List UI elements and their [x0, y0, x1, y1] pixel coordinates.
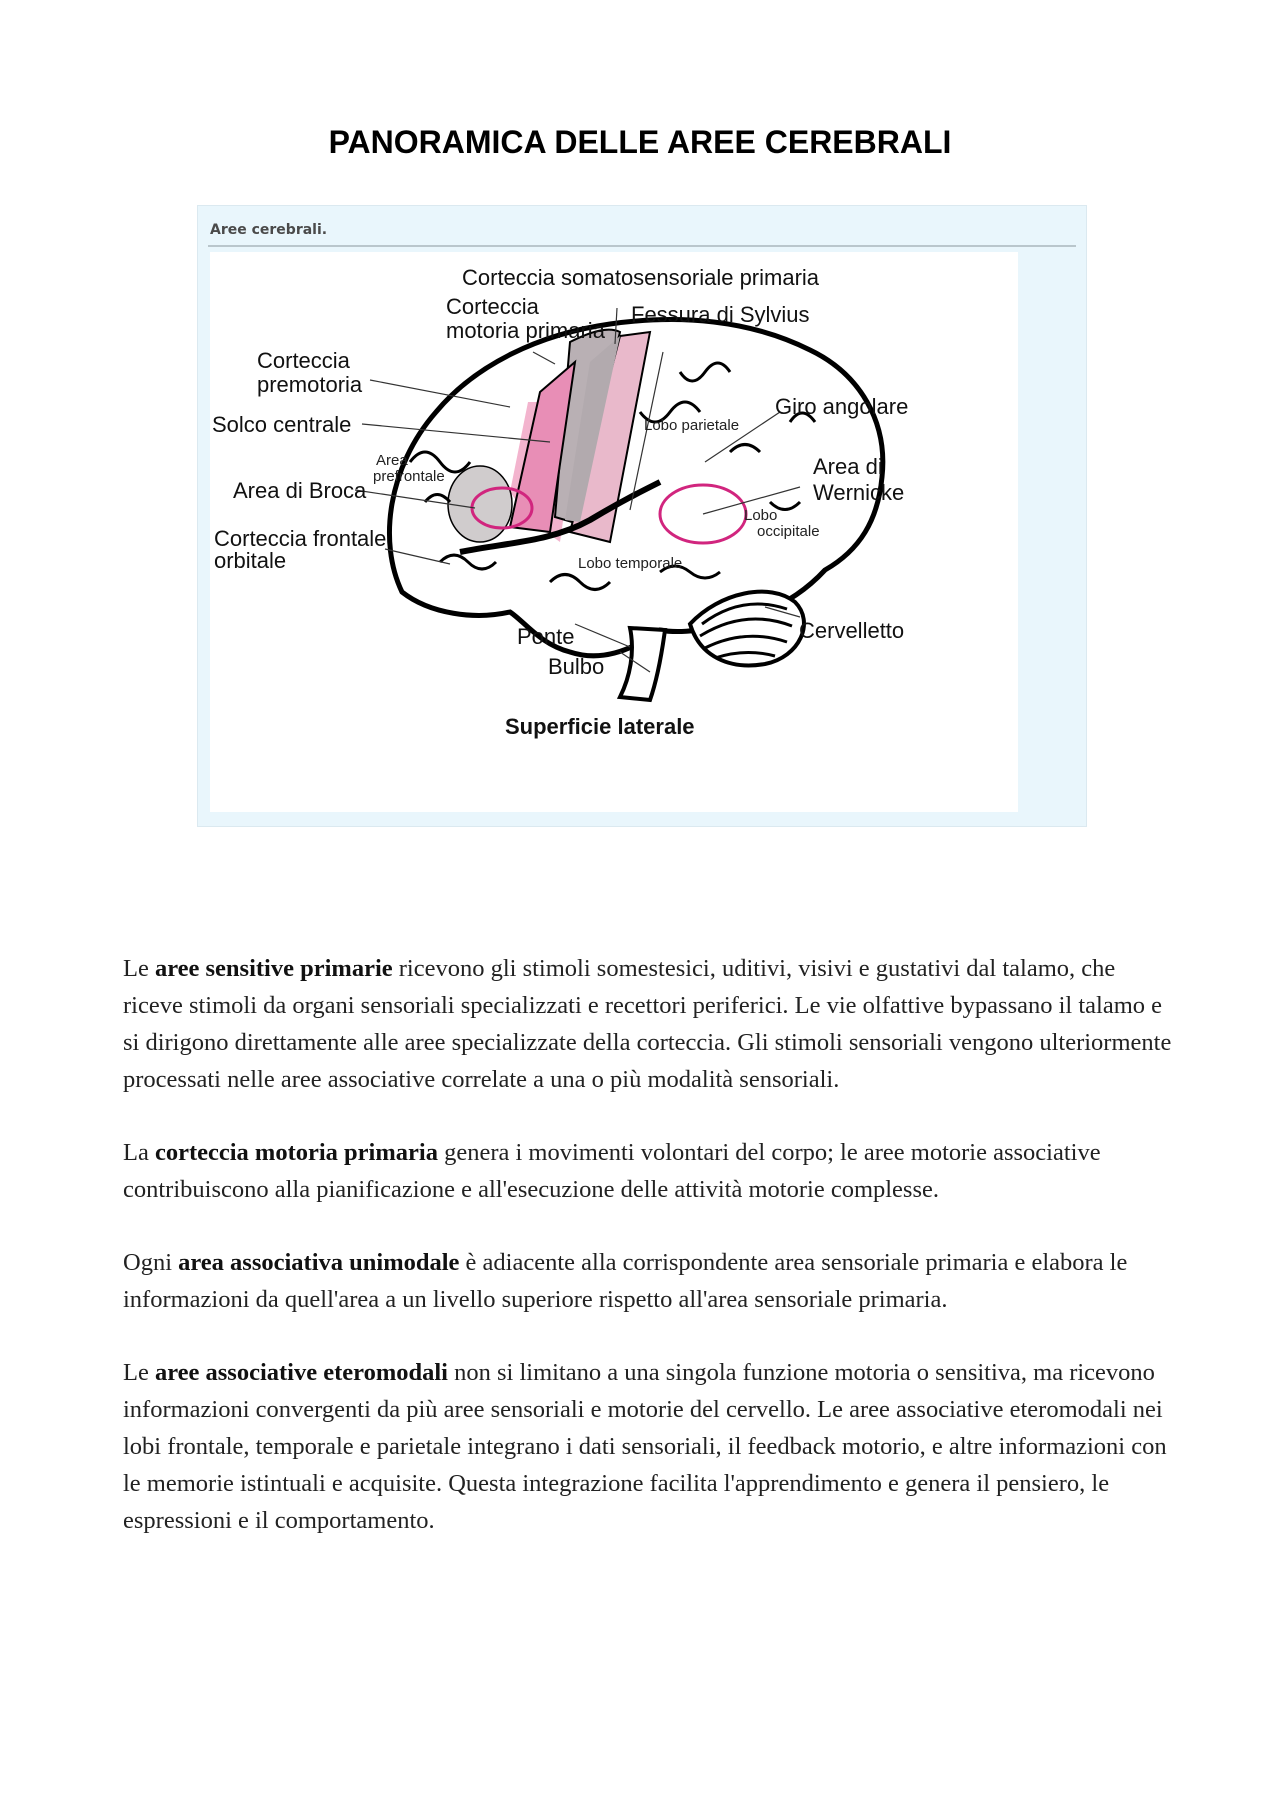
body-text [123, 950, 1173, 1575]
figure-caption: Aree cerebrali. [210, 222, 328, 238]
brain-illustration [210, 252, 1018, 812]
paragraph-4: Le aree associative eteromodali non si limitano a una singola funzione motoria o sensitiva, ma ricevono informazioni convergenti da più aree sensoriali e motorie del cervello. Le aree associative eteromodali nei lobi frontale, temporale e parietale integrano i dati sensoriali, il feedback motorio, e altre informazioni con le memorie istintuali e acquisite. Questa integrazione facilita l'apprendimento e genera il pensiero, le espressioni e il comportamento. [123, 1359, 1167, 1534]
label-cerebellum: Cervelletto [799, 618, 905, 643]
label-premotor-2: premotoria [257, 372, 363, 397]
label-angular: Giro angolare [775, 394, 909, 419]
figure [197, 205, 1087, 827]
label-somatosensory: Corteccia somatosensoriale primaria [462, 265, 820, 290]
paragraph-3: Ogni area associativa unimodale è adiacente alla corrispondente area sensoriale primaria e elabora le informazioni da quell'area a un livello superiore rispetto all'area sensoriale primaria. [123, 1249, 1128, 1313]
label-medulla: Bulbo [548, 654, 605, 679]
paragraph-2: La corteccia motoria primaria genera i movimenti volontari del corpo; le aree motorie associative contribuiscono alla pianificazione e all'esecuzione delle attività motorie complesse. [123, 1139, 1101, 1203]
label-broca: Area di Broca [233, 478, 367, 503]
label-occipital-2: occipitale [757, 523, 820, 540]
label-orbital-1: Corteccia frontale [214, 526, 387, 551]
label-prefrontal-1: Area [376, 452, 408, 469]
label-orbital-2: orbitale [214, 548, 287, 573]
label-view: Superficie laterale [505, 714, 695, 739]
label-motor-1: Corteccia [446, 294, 539, 319]
label-motor-2: motoria primaria [446, 318, 605, 343]
brain-diagram [210, 252, 1018, 812]
label-pons: Ponte [517, 624, 575, 649]
label-wernicke-2: Wernicke [813, 480, 905, 505]
label-occipital-1: Lobo [744, 507, 778, 524]
label-parietal: Lobo parietale [644, 417, 740, 434]
page-title: PANORAMICA DELLE AREE CEREBRALI [328, 124, 952, 160]
caption-divider [208, 245, 1076, 247]
label-central: Solco centrale [212, 412, 352, 437]
label-prefrontal-2: prefrontale [373, 468, 445, 485]
paragraph-1: Le aree sensitive primarie ricevono gli stimoli somestesici, uditivi, visivi e gustativi dal talamo, che riceve stimoli da organi sensoriali specializzati e recettori periferici. Le vie olfattive bypassano il talamo e si dirigono direttamente alle aree specializzate della corteccia. Gli stimoli sensoriali vengono ulteriormente processati nelle aree associative correlate a una o più modalità sensoriali. [123, 955, 1172, 1093]
label-wernicke-1: Area di [813, 454, 883, 479]
label-sylvius: Fessura di Sylvius [631, 302, 810, 327]
prefrontal-area [448, 466, 512, 542]
label-premotor-1: Corteccia [257, 348, 350, 373]
label-temporal: Lobo temporale [578, 555, 683, 572]
